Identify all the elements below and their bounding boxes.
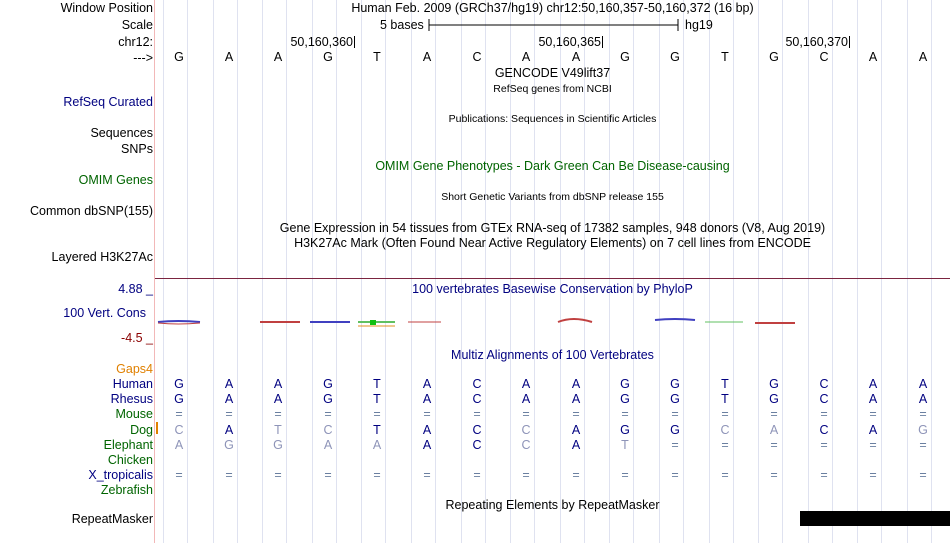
alignment-base: = bbox=[919, 438, 927, 452]
alignment-base: G bbox=[174, 392, 184, 406]
alignment-base: C bbox=[472, 392, 482, 406]
alignment-base: T bbox=[373, 392, 381, 406]
alignment-base: G bbox=[323, 377, 333, 391]
phylop-min-label: -4.5 _ bbox=[121, 331, 153, 345]
chrom-label: chr12: bbox=[118, 35, 153, 49]
alignment-base: = bbox=[522, 407, 530, 421]
repeat-caption[interactable]: Repeating Elements by RepeatMasker bbox=[445, 498, 660, 512]
alignment-base: G bbox=[620, 423, 630, 437]
sequence-base: C bbox=[819, 50, 829, 64]
alignment-base: = bbox=[423, 468, 431, 482]
alignment-base: = bbox=[869, 407, 877, 421]
alignment-base: C bbox=[819, 423, 829, 437]
alignment-base: G bbox=[323, 392, 333, 406]
alignment-base: = bbox=[522, 468, 530, 482]
alignment-base: = bbox=[373, 407, 381, 421]
alignment-base: T bbox=[721, 392, 729, 406]
alignment-base: = bbox=[721, 407, 729, 421]
alignment-base: = bbox=[770, 468, 778, 482]
alignment-base: = bbox=[671, 438, 679, 452]
alignment-base: = bbox=[820, 468, 828, 482]
alignment-base: = bbox=[572, 468, 580, 482]
alignment-base: T bbox=[621, 438, 629, 452]
alignment-base: C bbox=[323, 423, 333, 437]
alignment-base: T bbox=[373, 377, 381, 391]
alignment-base: G bbox=[918, 423, 928, 437]
alignment-base: C bbox=[521, 438, 531, 452]
sequence-base: A bbox=[224, 50, 234, 64]
sequence-base: T bbox=[721, 50, 729, 64]
alignment-base: A bbox=[769, 423, 779, 437]
publications-caption[interactable]: Publications: Sequences in Scientific Articles bbox=[448, 113, 657, 125]
alignment-base: C bbox=[521, 423, 531, 437]
alignment-base: C bbox=[819, 392, 829, 406]
strand-label: ---> bbox=[133, 51, 153, 65]
alignment-base: A bbox=[868, 392, 878, 406]
species-label[interactable]: Zebrafish bbox=[100, 483, 153, 497]
alignment-base: = bbox=[919, 407, 927, 421]
alignment-base: C bbox=[472, 377, 482, 391]
alignment-base: G bbox=[769, 392, 779, 406]
alignment-base: = bbox=[770, 438, 778, 452]
sequence-base: A bbox=[918, 50, 928, 64]
species-label[interactable]: Chicken bbox=[107, 453, 153, 467]
alignment-base: G bbox=[174, 377, 184, 391]
sequence-base: A bbox=[273, 50, 283, 64]
alignment-base: A bbox=[521, 377, 531, 391]
sequence-base: A bbox=[521, 50, 531, 64]
alignment-base: A bbox=[422, 392, 432, 406]
track-label-dbsnp[interactable]: Common dbSNP(155) bbox=[30, 204, 153, 218]
alignment-base: A bbox=[224, 377, 234, 391]
alignment-base: A bbox=[918, 392, 928, 406]
species-label[interactable]: Rhesus bbox=[110, 392, 153, 406]
alignment-base: A bbox=[422, 377, 432, 391]
sequence-base: G bbox=[323, 50, 333, 64]
alignment-base: = bbox=[869, 438, 877, 452]
sequence-base: C bbox=[472, 50, 482, 64]
sequence-base: A bbox=[422, 50, 432, 64]
sequence-base: A bbox=[571, 50, 581, 64]
sequence-base: G bbox=[769, 50, 779, 64]
alignment-base: = bbox=[572, 407, 580, 421]
phylop-wiggle bbox=[155, 312, 950, 332]
alignment-base: = bbox=[473, 407, 481, 421]
alignment-base: G bbox=[224, 438, 234, 452]
track-label-phylop[interactable]: 100 Vert. Cons bbox=[63, 306, 146, 320]
alignment-base: = bbox=[274, 468, 282, 482]
alignment-base: = bbox=[324, 407, 332, 421]
alignment-base: C bbox=[819, 377, 829, 391]
alignment-base: = bbox=[324, 468, 332, 482]
alignment-base: = bbox=[373, 468, 381, 482]
alignment-base: A bbox=[571, 423, 581, 437]
alignment-base: G bbox=[670, 377, 680, 391]
alignment-base: A bbox=[918, 377, 928, 391]
alignment-base: A bbox=[224, 423, 234, 437]
alignment-base: A bbox=[571, 438, 581, 452]
alignment-base: = bbox=[671, 468, 679, 482]
multiz-caption[interactable]: Multiz Alignments of 100 Vertebrates bbox=[451, 348, 654, 362]
window-position-value: Human Feb. 2009 (GRCh37/hg19) chr12:50,160,357-50,160,372 (16 bp) bbox=[351, 1, 754, 15]
alignment-base: = bbox=[225, 407, 233, 421]
track-label-snps[interactable]: SNPs bbox=[121, 142, 153, 156]
gencode-title[interactable]: GENCODE V49lift37 bbox=[494, 66, 611, 80]
phylop-caption[interactable]: 100 vertebrates Basewise Conservation by PhyloP bbox=[412, 282, 693, 296]
alignment-base: A bbox=[521, 392, 531, 406]
alignment-base: A bbox=[174, 438, 184, 452]
scale-assembly: hg19 bbox=[685, 18, 713, 32]
alignment-base: = bbox=[721, 468, 729, 482]
alignment-base: A bbox=[372, 438, 382, 452]
alignment-base: = bbox=[820, 407, 828, 421]
alignment-base: A bbox=[868, 377, 878, 391]
h3k27ac-baseline bbox=[155, 278, 950, 279]
sequence-base: G bbox=[620, 50, 630, 64]
sequence-base: G bbox=[174, 50, 184, 64]
sequence-base: T bbox=[373, 50, 381, 64]
dog-gap-marker bbox=[156, 422, 158, 434]
alignment-base: = bbox=[621, 407, 629, 421]
alignment-base: C bbox=[472, 438, 482, 452]
position-label: 50,160,365 bbox=[538, 35, 601, 49]
alignment-base: A bbox=[323, 438, 333, 452]
alignment-base: = bbox=[621, 468, 629, 482]
track-label-refseq[interactable]: RefSeq Curated bbox=[63, 95, 153, 109]
alignment-base: C bbox=[720, 423, 730, 437]
track-label-h3k27ac[interactable]: Layered H3K27Ac bbox=[51, 250, 153, 264]
alignment-base: G bbox=[769, 377, 779, 391]
species-label[interactable]: Human bbox=[112, 377, 153, 391]
species-label[interactable]: Elephant bbox=[103, 438, 153, 452]
species-label[interactable]: Mouse bbox=[115, 407, 153, 421]
alignment-base: = bbox=[473, 468, 481, 482]
alignment-base: C bbox=[174, 423, 184, 437]
omim-caption[interactable]: OMIM Gene Phenotypes - Dark Green Can Be Disease-causing bbox=[375, 159, 730, 173]
alignment-base: G bbox=[273, 438, 283, 452]
alignment-base: A bbox=[571, 377, 581, 391]
scale-text: 5 bases bbox=[380, 18, 424, 32]
alignment-base: G bbox=[670, 423, 680, 437]
alignment-base: A bbox=[571, 392, 581, 406]
alignment-base: = bbox=[175, 468, 183, 482]
alignment-base: = bbox=[175, 407, 183, 421]
position-label: 50,160,360 bbox=[290, 35, 353, 49]
h3k27ac-caption[interactable]: H3K27Ac Mark (Often Found Near Active Regulatory Elements) on 7 cell lines from ENCODE bbox=[294, 236, 811, 250]
alignment-base: = bbox=[274, 407, 282, 421]
sequence-base: A bbox=[868, 50, 878, 64]
position-tick bbox=[354, 36, 355, 48]
alignment-base: A bbox=[273, 377, 283, 391]
alignment-base: G bbox=[620, 377, 630, 391]
alignment-base: A bbox=[224, 392, 234, 406]
alignment-base: C bbox=[472, 423, 482, 437]
alignment-base: A bbox=[422, 423, 432, 437]
alignment-base: A bbox=[273, 392, 283, 406]
sequence-base: G bbox=[670, 50, 680, 64]
scale-bar bbox=[428, 18, 680, 32]
window-position-label: Window Position bbox=[60, 1, 153, 15]
dbsnp-caption[interactable]: Short Genetic Variants from dbSNP release 155 bbox=[441, 191, 664, 203]
alignment-base: = bbox=[721, 438, 729, 452]
alignment-base: = bbox=[225, 468, 233, 482]
alignment-base: T bbox=[373, 423, 381, 437]
gtex-caption[interactable]: Gene Expression in 54 tissues from GTEx RNA-seq of 17382 samples, 948 donors (V8, Aug 2019) bbox=[279, 221, 826, 235]
alignment-base: T bbox=[274, 423, 282, 437]
alignment-base: = bbox=[869, 468, 877, 482]
species-label[interactable]: Dog bbox=[130, 423, 153, 437]
alignment-base: G bbox=[620, 392, 630, 406]
alignment-base: = bbox=[820, 438, 828, 452]
repeat-element-block[interactable] bbox=[800, 511, 950, 526]
alignment-base: A bbox=[422, 438, 432, 452]
scale-label: Scale bbox=[121, 18, 153, 32]
alignment-base: G bbox=[670, 392, 680, 406]
alignment-base: = bbox=[770, 407, 778, 421]
track-label-gaps[interactable]: Gaps4 bbox=[116, 362, 153, 376]
track-label-repeatmasker[interactable]: RepeatMasker bbox=[71, 512, 153, 526]
alignment-base: T bbox=[721, 377, 729, 391]
alignment-base: A bbox=[868, 423, 878, 437]
track-label-sequences[interactable]: Sequences bbox=[90, 126, 153, 140]
position-tick bbox=[849, 36, 850, 48]
alignment-base: = bbox=[671, 407, 679, 421]
species-label[interactable]: X_tropicalis bbox=[88, 468, 153, 482]
refseq-subtitle: RefSeq genes from NCBI bbox=[493, 83, 612, 95]
position-label: 50,160,370 bbox=[785, 35, 848, 49]
alignment-base: = bbox=[919, 468, 927, 482]
position-tick bbox=[602, 36, 603, 48]
alignment-base: = bbox=[423, 407, 431, 421]
phylop-max-label: 4.88 _ bbox=[118, 282, 153, 296]
track-label-omim[interactable]: OMIM Genes bbox=[78, 173, 153, 187]
